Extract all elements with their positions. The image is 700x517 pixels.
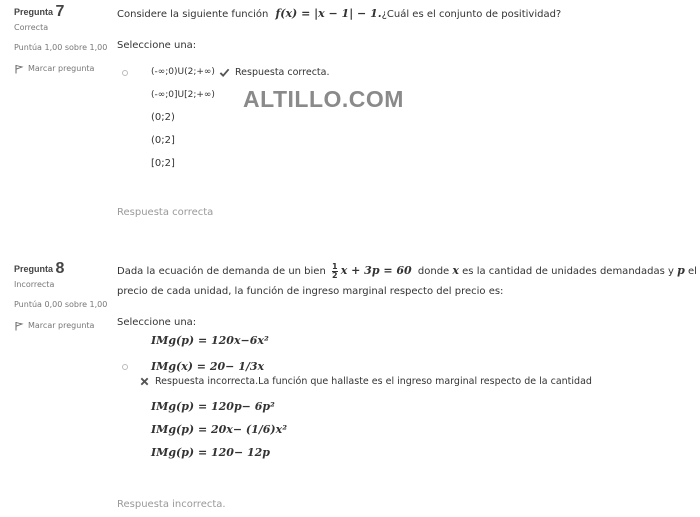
variable-x: x [452,264,459,277]
flag-icon [14,321,24,331]
question-formula: f(x) = |x − 1| − 1. [275,7,382,20]
right-answer: Respuesta correcta [117,207,214,218]
close-icon [139,376,150,387]
question-formula: x + 3p = 60 [340,264,412,277]
question-status: Correcta [14,23,49,32]
option-label: IMg(p) = 120− 12p [151,445,270,459]
question-num: 7 [55,3,65,20]
question-grade: Puntúa 0,00 sobre 1,00 [14,300,108,309]
fraction-denominator: 2 [331,270,338,280]
question-info [14,4,109,75]
answer-prompt: Seleccione una: [117,40,197,51]
option-label: IMg(p) = 20x− (1/6)x² [151,422,288,436]
question-text-part: el [688,266,697,277]
option-label: (-∞;0)U(2;+∞) [151,67,215,77]
answer-prompt: Seleccione una: [117,317,197,328]
answer-feedback [219,67,330,78]
answer-feedback [139,376,592,387]
question-text-line2: precio de cada unidad, la función de ingreso marginal respecto del precio es: [117,286,504,297]
option-label: IMg(x) = 20− 1/3x [151,359,265,373]
question-text [117,4,700,25]
check-icon [219,67,230,78]
flag-label: Marcar pregunta [28,321,95,330]
question-status: Incorrecta [14,280,55,289]
question-grade: Puntúa 1,00 sobre 1,00 [14,43,108,52]
flag-label: Marcar pregunta [28,64,95,73]
fraction-numerator: 1 [331,261,338,271]
option-label: (-∞;0]U[2;+∞) [151,90,215,100]
question-number [14,4,109,19]
question-info [14,261,109,332]
question-text-part: es la cantidad de unidades demandadas y [462,266,674,277]
question-text-part: Considere la siguiente función [117,9,269,20]
question-num: 8 [55,260,65,277]
radio-button[interactable] [122,364,128,370]
feedback-text: Respuesta correcta. [235,66,330,78]
question-text-part: ¿Cuál es el conjunto de positividad? [381,9,562,20]
question-text-part: Dada la ecuación de demanda de un bien [117,266,326,277]
question-label: Pregunta [14,264,54,274]
feedback-text: Respuesta incorrecta.La función que hallaste es el ingreso marginal respecto de la cantidad [155,376,592,387]
radio-button[interactable] [122,70,128,76]
right-answer: Respuesta incorrecta. [117,499,226,510]
fraction [332,263,338,280]
flag-question-button[interactable] [14,62,109,75]
question-number [14,261,109,276]
flag-icon [14,64,24,74]
question-content [117,261,700,510]
variable-p: p [677,264,685,277]
option-label: IMg(p) = 120x−6x² [151,333,269,347]
option-label: [0;2] [151,157,175,169]
option-label: IMg(p) = 120p− 6p² [151,399,275,413]
question-text [117,261,700,282]
option-label: (0;2] [151,134,175,146]
question-label: Pregunta [14,7,54,17]
question-text-part: donde [417,266,450,277]
watermark: ALTILLO.COM [243,86,404,112]
flag-question-button[interactable] [14,319,109,332]
option-label: (0;2) [151,111,175,123]
